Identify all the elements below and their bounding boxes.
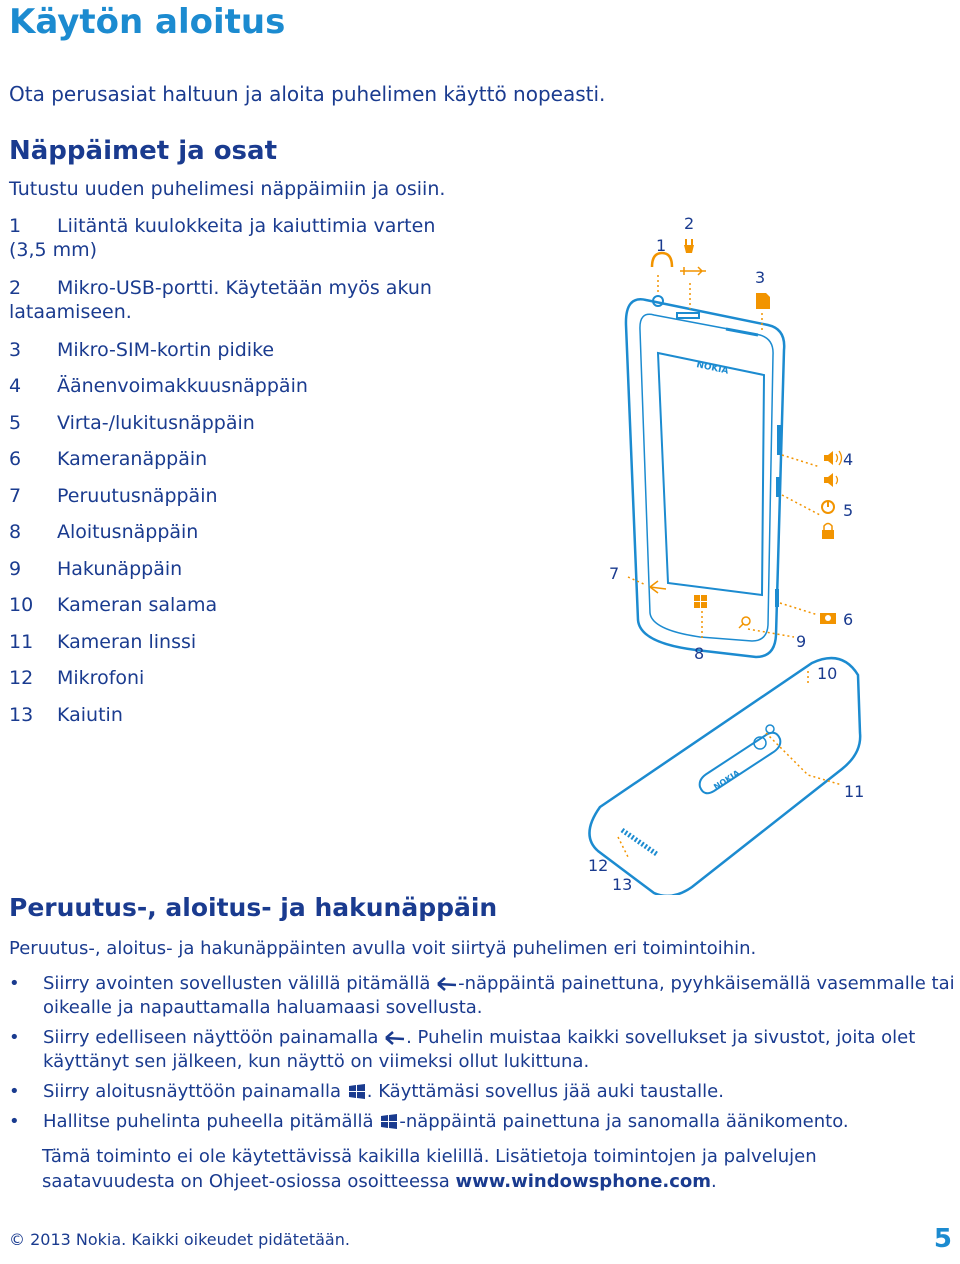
page-title: Käytön aloitus xyxy=(9,2,286,42)
part-label: Mikro-USB-portti. Käytetään myös akun xyxy=(57,277,432,299)
list-item: • Siirry avointen sovellusten välillä pitämällä -näppäintä painettuna, pyyhkäisemällä vasemmalle tai oikealle ja napauttamalla haluamaasi sovellusta. xyxy=(9,973,955,1018)
list-item: • Hallitse puhelinta puheella pitämällä -näppäintä painettuna ja sanomalla äänikomento. xyxy=(9,1111,849,1132)
bullet-text: Siirry aloitusnäyttöön painamalla xyxy=(43,1081,347,1102)
callout-number: 11 xyxy=(844,782,865,801)
back-arrow-icon xyxy=(384,1029,406,1047)
part-number: 4 xyxy=(9,375,22,397)
callout-number: 3 xyxy=(755,268,766,287)
callout-number: 2 xyxy=(684,214,695,233)
note-end: . xyxy=(711,1171,717,1192)
part-number: 10 xyxy=(9,594,34,616)
section-heading-back-start-search: Peruutus-, aloitus- ja hakunäppäin xyxy=(9,893,498,922)
callout-number: 13 xyxy=(612,875,633,894)
part-label: Kaiutin xyxy=(57,704,123,726)
list-item: • Siirry edelliseen näyttöön painamalla . Puhelin muistaa kaikki sovellukset ja sivustot, joita olet käyttänyt sen jälkeen, kun näyttö on viimeksi ollut lukittuna. xyxy=(9,1027,916,1072)
part-number: 3 xyxy=(9,339,22,361)
part-number: 9 xyxy=(9,558,22,580)
callout-number: 7 xyxy=(609,564,620,583)
power-icon xyxy=(822,501,834,513)
callout-number: 10 xyxy=(817,664,838,683)
part-number: 6 xyxy=(9,448,22,470)
part-number: 5 xyxy=(9,412,22,434)
part-label: Kameran salama xyxy=(57,594,218,616)
part-number: 1 xyxy=(9,215,22,237)
section2-intro: Peruutus-, aloitus- ja hakunäppäinten avulla voit siirtyä puhelimen eri toimintoihin. xyxy=(9,938,757,959)
list-item xyxy=(9,276,449,324)
camera-icon xyxy=(820,613,836,624)
windows-icon xyxy=(379,1113,399,1131)
callout-number: 8 xyxy=(694,644,705,663)
callout-number: 12 xyxy=(588,856,609,875)
part-number: 13 xyxy=(9,704,34,726)
back-brand-logo: NOKIA xyxy=(712,768,742,792)
back-key-icon xyxy=(650,581,666,593)
part-number: 7 xyxy=(9,485,22,507)
parts-intro: Tutustu uuden puhelimesi näppäimiin ja osiin. xyxy=(9,178,446,200)
list-item xyxy=(9,214,449,262)
volume-down-icon xyxy=(824,473,838,487)
part-label: Liitäntä kuulokkeita ja kaiuttimia varten xyxy=(57,215,436,237)
copyright-footer: © 2013 Nokia. Kaikki oikeudet pidätetään. xyxy=(9,1230,350,1249)
callout-number: 9 xyxy=(796,632,807,651)
part-number: 12 xyxy=(9,667,34,689)
bullet-text: Hallitse puhelinta puheella pitämällä xyxy=(43,1111,380,1132)
part-label: Mikro-SIM-kortin pidike xyxy=(57,339,275,361)
bullet-text: -näppäintä painettuna ja sanomalla äänikomento. xyxy=(399,1111,849,1132)
search-key-icon xyxy=(739,617,750,628)
callout-leaders xyxy=(618,275,842,857)
back-arrow-icon xyxy=(436,975,458,993)
page-number: 5 xyxy=(933,1224,952,1254)
part-label: Virta-/lukitusnäppäin xyxy=(57,412,255,434)
windows-icon xyxy=(347,1083,367,1101)
list-item: • Siirry aloitusnäyttöön painamalla . Käyttämäsi sovellus jää auki taustalle. xyxy=(9,1081,724,1102)
usb-plug-icon xyxy=(684,239,694,253)
volume-up-icon xyxy=(824,451,842,465)
bullet-text: Siirry edelliseen näyttöön painamalla xyxy=(43,1027,385,1048)
bullet-text: . Puhelin muistaa kaikki sovellukset ja sivustot, joita olet käyttänyt sen jälkeen, kun näyttö on viimeksi ollut lukittuna. xyxy=(43,1027,916,1072)
bullet-text: . Käyttämäsi sovellus jää auki taustalle. xyxy=(366,1081,724,1102)
headphones-icon xyxy=(652,253,672,267)
callout-number: 1 xyxy=(656,236,667,255)
section-heading-keys: Näppäimet ja osat xyxy=(9,136,278,166)
callout-number: 5 xyxy=(843,501,854,520)
part-label: Peruutusnäppäin xyxy=(57,485,218,507)
part-label: Aloitusnäppäin xyxy=(57,521,199,543)
bullet-text: Siirry avointen sovellusten välillä pitämällä xyxy=(43,973,437,994)
part-number: 11 xyxy=(9,631,34,653)
part-label-cont: (3,5 mm) xyxy=(9,239,98,261)
windowsphone-link[interactable]: www.windowsphone.com xyxy=(455,1171,712,1192)
part-label: Äänenvoimakkuusnäppäin xyxy=(57,375,308,397)
part-label-cont: lataamiseen. xyxy=(9,301,132,323)
lock-icon xyxy=(822,524,834,540)
note-text: Tämä toiminto ei ole käytettävissä kaikilla kielillä. Lisätietoja toimintojen ja palvelujen saatavuudesta on Ohjeet-osiossa osoitteessa xyxy=(42,1146,817,1192)
sim-card-icon xyxy=(756,293,770,309)
availability-note xyxy=(42,1144,942,1194)
callout-number: 4 xyxy=(843,450,854,469)
part-number: 8 xyxy=(9,521,22,543)
part-number: 2 xyxy=(9,277,22,299)
callout-icons xyxy=(652,239,842,624)
start-key-icon xyxy=(694,595,707,608)
front-brand-logo: NOKIA xyxy=(695,360,730,377)
part-label: Mikrofoni xyxy=(57,667,145,689)
phone-diagram xyxy=(580,205,960,895)
part-label: Kameranäppäin xyxy=(57,448,208,470)
part-label: Hakunäppäin xyxy=(57,558,183,580)
intro-text: Ota perusasiat haltuun ja aloita puhelimen käyttö nopeasti. xyxy=(9,82,606,106)
part-label: Kameran linssi xyxy=(57,631,197,653)
callout-number: 6 xyxy=(843,610,854,629)
bullet-text: -näppäintä painettuna, pyyhkäisemällä vasemmalle tai oikealle ja napauttamalla haluamaasi sovellusta. xyxy=(43,973,955,1018)
usb-symbol-icon xyxy=(680,267,706,275)
bullet-list xyxy=(9,972,959,1138)
